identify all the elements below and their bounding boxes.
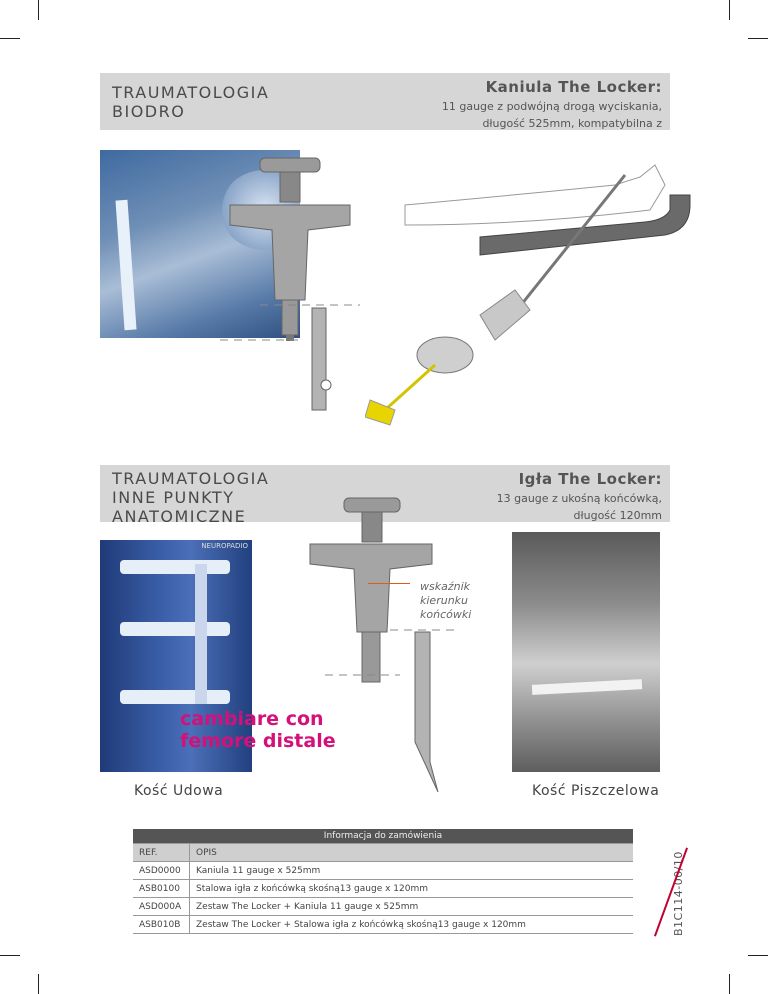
- caption-femur: Kość Udowa: [134, 783, 224, 799]
- row-desc: Zestaw The Locker + Kaniula 11 gauge x 525mm: [190, 898, 634, 916]
- crop-mark: [748, 38, 768, 39]
- other-product-info: [497, 470, 662, 524]
- hip-section-title: TRAUMATOLOGIA BIODRO: [112, 83, 270, 121]
- crop-mark: [0, 38, 20, 39]
- hip-product-name: Kaniula The Locker:: [485, 78, 662, 96]
- row-ref: ASB0100: [133, 880, 190, 898]
- indicator-line: [368, 583, 410, 584]
- crop-mark: [38, 0, 39, 20]
- cannula-drawing: [220, 150, 370, 415]
- other-section-title: TRAUMATOLOGIA INNE PUNKTY ANATOMICZNE: [112, 469, 270, 526]
- crop-mark: [0, 955, 20, 956]
- table-row: [133, 862, 633, 880]
- needle-drawing: [300, 492, 470, 802]
- order-table-title: Informacja do zamówienia: [133, 829, 633, 844]
- locker-device-illustration: [365, 155, 710, 445]
- order-table: [133, 829, 633, 934]
- xray-label: NEUROPADIO: [201, 542, 248, 550]
- row-desc: Kaniula 11 gauge x 525mm: [190, 862, 634, 880]
- crop-mark: [729, 974, 730, 994]
- hip-header-band: [100, 73, 670, 130]
- crop-mark: [748, 955, 768, 956]
- other-product-desc-2: długość 120mm: [573, 509, 662, 522]
- other-product-name: Igła The Locker:: [518, 470, 662, 488]
- col-header-ref: REF.: [133, 844, 190, 862]
- crop-mark: [729, 0, 730, 20]
- hip-product-desc-2: długość 525mm, kompatybilna z: [482, 117, 662, 130]
- overlay-note: cambiare con femore distale: [180, 708, 336, 752]
- table-row: [133, 898, 633, 916]
- row-desc: Stalowa igła z końcówką skośną13 gauge x 120mm: [190, 880, 634, 898]
- row-ref: ASD000A: [133, 898, 190, 916]
- row-ref: ASB010B: [133, 916, 190, 934]
- row-desc: Zestaw The Locker + Stalowa igła z końcówką skośną13 gauge x 120mm: [190, 916, 634, 934]
- table-row: [133, 916, 633, 934]
- indicator-label: wskaźnik kierunku końcówki: [420, 580, 472, 621]
- caption-tibia: Kość Piszczelowa: [532, 783, 660, 799]
- other-product-desc-1: 13 gauge z ukośną końcówką,: [496, 492, 662, 505]
- col-header-desc: OPIS: [190, 844, 634, 862]
- crop-mark: [38, 974, 39, 994]
- hip-product-info: [442, 78, 662, 132]
- knee-xray-image: [512, 532, 660, 772]
- document-code: B1C114-00/10: [672, 851, 685, 936]
- row-ref: ASD0000: [133, 862, 190, 880]
- hip-product-desc-1: 11 gauge z podwójną drogą wyciskania,: [441, 100, 662, 113]
- table-row: [133, 880, 633, 898]
